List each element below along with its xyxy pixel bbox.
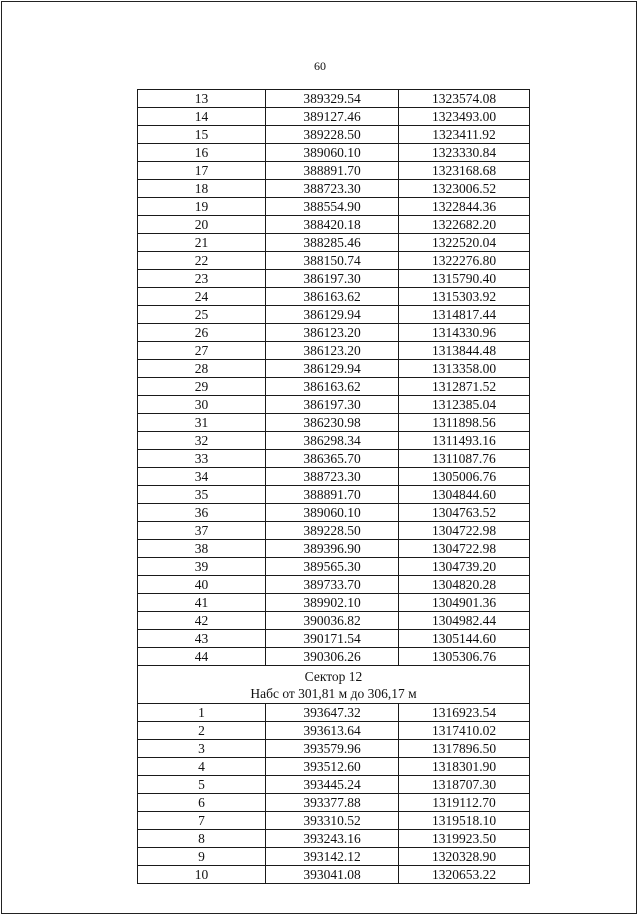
x-coordinate-cell: 393445.24 [266,776,399,794]
y-coordinate-cell: 1315790.40 [399,270,530,288]
table-row [138,722,530,740]
x-coordinate-cell: 389228.50 [266,522,399,540]
point-number-cell: 13 [138,90,266,108]
x-coordinate-cell: 389060.10 [266,144,399,162]
table-row [138,594,530,612]
y-coordinate-cell: 1312385.04 [399,396,530,414]
point-number-cell: 28 [138,360,266,378]
point-number-cell: 17 [138,162,266,180]
x-coordinate-cell: 386230.98 [266,414,399,432]
point-number-cell: 4 [138,758,266,776]
table-row [138,162,530,180]
y-coordinate-cell: 1318707.30 [399,776,530,794]
y-coordinate-cell: 1304901.36 [399,594,530,612]
table-body-part-2 [138,704,530,884]
point-number-cell: 7 [138,812,266,830]
x-coordinate-cell: 388150.74 [266,252,399,270]
section-title: Сектор 12 [304,668,363,684]
point-number-cell: 6 [138,794,266,812]
y-coordinate-cell: 1305144.60 [399,630,530,648]
point-number-cell: 42 [138,612,266,630]
y-coordinate-cell: 1304982.44 [399,612,530,630]
point-number-cell: 16 [138,144,266,162]
table-row [138,306,530,324]
point-number-cell: 35 [138,486,266,504]
table-row [138,576,530,594]
y-coordinate-cell: 1322276.80 [399,252,530,270]
point-number-cell: 5 [138,776,266,794]
y-coordinate-cell: 1323411.92 [399,126,530,144]
point-number-cell: 14 [138,108,266,126]
y-coordinate-cell: 1312871.52 [399,378,530,396]
x-coordinate-cell: 393613.64 [266,722,399,740]
point-number-cell: 41 [138,594,266,612]
table-row [138,90,530,108]
table-row [138,198,530,216]
y-coordinate-cell: 1323330.84 [399,144,530,162]
table-row [138,378,530,396]
y-coordinate-cell: 1319518.10 [399,812,530,830]
y-coordinate-cell: 1323493.00 [399,108,530,126]
table-row [138,630,530,648]
x-coordinate-cell: 386197.30 [266,270,399,288]
y-coordinate-cell: 1311087.76 [399,450,530,468]
table-row [138,740,530,758]
section-header-row [138,666,530,704]
y-coordinate-cell: 1314817.44 [399,306,530,324]
y-coordinate-cell: 1320653.22 [399,866,530,884]
point-number-cell: 44 [138,648,266,666]
table-row [138,180,530,198]
x-coordinate-cell: 393512.60 [266,758,399,776]
x-coordinate-cell: 390171.54 [266,630,399,648]
point-number-cell: 19 [138,198,266,216]
x-coordinate-cell: 389565.30 [266,558,399,576]
x-coordinate-cell: 390306.26 [266,648,399,666]
point-number-cell: 33 [138,450,266,468]
point-number-cell: 31 [138,414,266,432]
coordinates-table [137,89,530,884]
x-coordinate-cell: 393142.12 [266,848,399,866]
y-coordinate-cell: 1311898.56 [399,414,530,432]
x-coordinate-cell: 386298.34 [266,432,399,450]
table-row [138,848,530,866]
x-coordinate-cell: 389733.70 [266,576,399,594]
table-row [138,812,530,830]
x-coordinate-cell: 389060.10 [266,504,399,522]
x-coordinate-cell: 393310.52 [266,812,399,830]
y-coordinate-cell: 1320328.90 [399,848,530,866]
point-number-cell: 27 [138,342,266,360]
table-row [138,558,530,576]
table-row [138,776,530,794]
table-row [138,612,530,630]
y-coordinate-cell: 1305306.76 [399,648,530,666]
table-body-part-1 [138,90,530,666]
x-coordinate-cell: 393243.16 [266,830,399,848]
point-number-cell: 36 [138,504,266,522]
y-coordinate-cell: 1323574.08 [399,90,530,108]
point-number-cell: 15 [138,126,266,144]
point-number-cell: 22 [138,252,266,270]
point-number-cell: 37 [138,522,266,540]
point-number-cell: 18 [138,180,266,198]
table-row [138,504,530,522]
y-coordinate-cell: 1322844.36 [399,198,530,216]
y-coordinate-cell: 1304763.52 [399,504,530,522]
table-row [138,108,530,126]
table-row [138,758,530,776]
section-subtitle: Набс от 301,81 м до 306,17 м [250,685,417,701]
x-coordinate-cell: 389228.50 [266,126,399,144]
table-row [138,866,530,884]
x-coordinate-cell: 386163.62 [266,288,399,306]
x-coordinate-cell: 389396.90 [266,540,399,558]
table-row [138,648,530,666]
x-coordinate-cell: 393041.08 [266,866,399,884]
table-row [138,432,530,450]
y-coordinate-cell: 1317410.02 [399,722,530,740]
x-coordinate-cell: 386163.62 [266,378,399,396]
x-coordinate-cell: 388554.90 [266,198,399,216]
point-number-cell: 30 [138,396,266,414]
x-coordinate-cell: 386123.20 [266,342,399,360]
point-number-cell: 40 [138,576,266,594]
y-coordinate-cell: 1304722.98 [399,522,530,540]
x-coordinate-cell: 386129.94 [266,360,399,378]
table-row [138,144,530,162]
table-row [138,414,530,432]
x-coordinate-cell: 386197.30 [266,396,399,414]
y-coordinate-cell: 1311493.16 [399,432,530,450]
x-coordinate-cell: 388891.70 [266,162,399,180]
point-number-cell: 25 [138,306,266,324]
y-coordinate-cell: 1316923.54 [399,704,530,722]
table-row [138,830,530,848]
x-coordinate-cell: 388285.46 [266,234,399,252]
x-coordinate-cell: 388723.30 [266,180,399,198]
y-coordinate-cell: 1319112.70 [399,794,530,812]
point-number-cell: 29 [138,378,266,396]
x-coordinate-cell: 393377.88 [266,794,399,812]
y-coordinate-cell: 1304739.20 [399,558,530,576]
x-coordinate-cell: 386129.94 [266,306,399,324]
table-row [138,126,530,144]
point-number-cell: 10 [138,866,266,884]
point-number-cell: 26 [138,324,266,342]
table-row [138,486,530,504]
point-number-cell: 2 [138,722,266,740]
point-number-cell: 21 [138,234,266,252]
y-coordinate-cell: 1313358.00 [399,360,530,378]
point-number-cell: 9 [138,848,266,866]
x-coordinate-cell: 393579.96 [266,740,399,758]
x-coordinate-cell: 393647.32 [266,704,399,722]
table-row [138,704,530,722]
y-coordinate-cell: 1317896.50 [399,740,530,758]
x-coordinate-cell: 389127.46 [266,108,399,126]
table-row [138,450,530,468]
y-coordinate-cell: 1314330.96 [399,324,530,342]
y-coordinate-cell: 1304722.98 [399,540,530,558]
y-coordinate-cell: 1319923.50 [399,830,530,848]
x-coordinate-cell: 386123.20 [266,324,399,342]
table-row [138,324,530,342]
point-number-cell: 3 [138,740,266,758]
table-row [138,360,530,378]
y-coordinate-cell: 1304820.28 [399,576,530,594]
table-row [138,794,530,812]
x-coordinate-cell: 388723.30 [266,468,399,486]
section-header-body [138,666,530,704]
y-coordinate-cell: 1323168.68 [399,162,530,180]
table-row [138,342,530,360]
y-coordinate-cell: 1322520.04 [399,234,530,252]
y-coordinate-cell: 1318301.90 [399,758,530,776]
y-coordinate-cell: 1315303.92 [399,288,530,306]
table-row [138,216,530,234]
point-number-cell: 43 [138,630,266,648]
table-row [138,252,530,270]
point-number-cell: 39 [138,558,266,576]
section-header-cell [138,666,530,704]
point-number-cell: 34 [138,468,266,486]
table-row [138,270,530,288]
y-coordinate-cell: 1313844.48 [399,342,530,360]
y-coordinate-cell: 1322682.20 [399,216,530,234]
y-coordinate-cell: 1304844.60 [399,486,530,504]
table-row [138,522,530,540]
point-number-cell: 20 [138,216,266,234]
table-row [138,540,530,558]
x-coordinate-cell: 386365.70 [266,450,399,468]
y-coordinate-cell: 1323006.52 [399,180,530,198]
point-number-cell: 23 [138,270,266,288]
x-coordinate-cell: 389329.54 [266,90,399,108]
x-coordinate-cell: 389902.10 [266,594,399,612]
x-coordinate-cell: 388891.70 [266,486,399,504]
point-number-cell: 32 [138,432,266,450]
table-row [138,288,530,306]
point-number-cell: 38 [138,540,266,558]
table-row [138,234,530,252]
x-coordinate-cell: 388420.18 [266,216,399,234]
table-row [138,396,530,414]
table-row [138,468,530,486]
point-number-cell: 1 [138,704,266,722]
y-coordinate-cell: 1305006.76 [399,468,530,486]
point-number-cell: 8 [138,830,266,848]
x-coordinate-cell: 390036.82 [266,612,399,630]
point-number-cell: 24 [138,288,266,306]
page-number: 60 [314,59,326,73]
